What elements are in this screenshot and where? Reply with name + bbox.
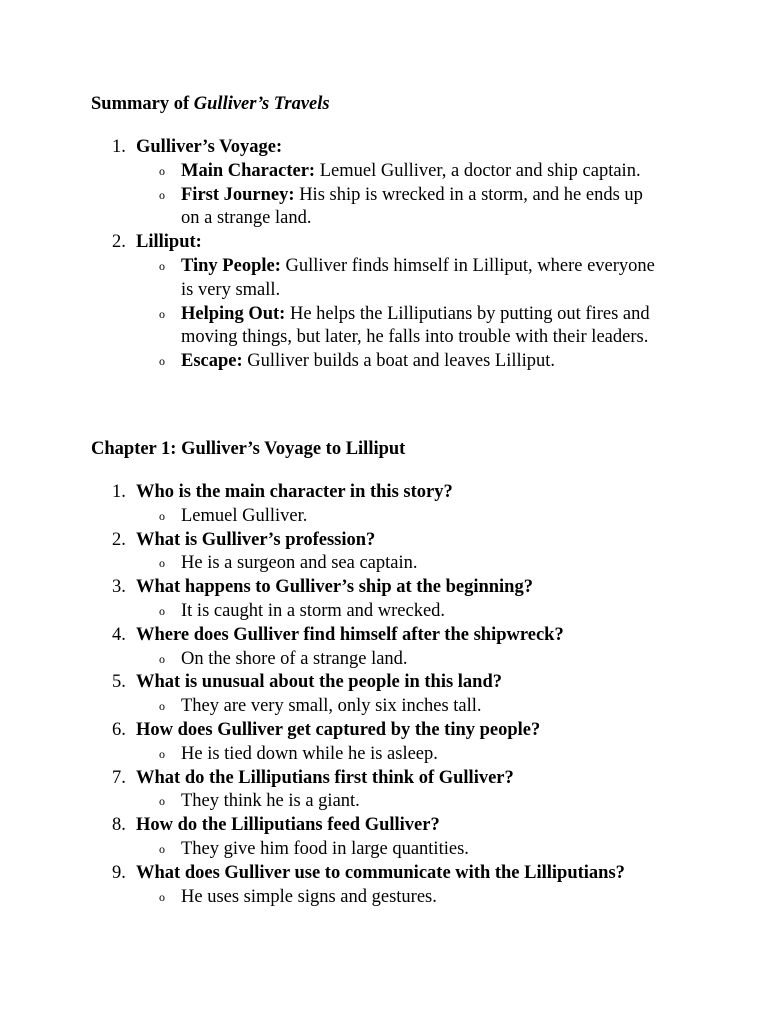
question-number: 4. [112,624,126,645]
bullet-icon: o [159,794,165,809]
bullet-icon: o [159,651,165,666]
bullet-icon: o [159,258,165,273]
question-item [0,576,768,624]
question-item [0,529,768,577]
summary-sublist [0,255,768,374]
summary-item [0,231,768,374]
point-text: He helps the Lilliputians by putting out fires and moving things, but later, he falls into trouble with their leaders. [181,303,650,348]
summary-heading-title: Gulliver’s Travels [193,94,330,114]
summary-item-title: Gulliver’s Voyage: [136,137,283,157]
chapter-heading: Chapter 1: Gulliver’s Voyage to Lilliput [91,439,406,459]
answer-item [0,743,768,767]
summary-point [0,255,768,303]
question-item [0,719,768,767]
bullet-icon: o [159,508,165,523]
bullet-icon: o [159,163,165,178]
point-label: First Journey: [181,184,295,205]
answer-text: He is a surgeon and sea captain. [181,553,418,574]
answer-item [0,648,768,672]
question-number: 6. [112,719,126,740]
question-text: Where does Gulliver find himself after the shipwreck? [136,624,564,645]
question-text: How do the Lilliputians feed Gulliver? [136,815,440,836]
bullet-icon: o [159,889,165,904]
answer-item [0,695,768,719]
answer-text: On the shore of a strange land. [181,648,408,669]
bullet-icon: o [159,556,165,571]
question-number: 3. [112,577,126,598]
question-text: How does Gulliver get captured by the tiny people? [136,719,541,740]
summary-list [0,136,768,374]
answer-text: They think he is a giant. [181,791,360,812]
answer-item [0,790,768,814]
answer-text: They give him food in large quantities. [181,838,469,859]
chapter-question-list [0,481,768,909]
question-text: What is unusual about the people in this land? [136,672,503,693]
bullet-icon: o [159,699,165,714]
answer-text: They are very small, only six inches tall. [181,696,482,717]
summary-heading-prefix: Summary of [91,94,194,114]
question-item [0,671,768,719]
answer-text: Lemuel Gulliver. [181,505,308,526]
point-text: Gulliver finds himself in Lilliput, where everyone is very small. [181,255,655,300]
bullet-icon: o [159,603,165,618]
bullet-icon: o [159,306,165,321]
answer-text: He uses simple signs and gestures. [181,886,437,907]
question-item [0,481,768,529]
answer-item [0,552,768,576]
answer-item [0,600,768,624]
bullet-icon: o [159,841,165,856]
summary-item-number: 1. [112,137,126,157]
summary-point [0,350,768,374]
summary-item-number: 2. [112,232,126,253]
point-text: Gulliver builds a boat and leaves Lilliput. [242,351,556,372]
bullet-icon: o [159,354,165,369]
question-number: 7. [112,767,126,788]
point-label: Tiny People: [181,255,281,276]
question-item [0,624,768,672]
question-text: Who is the main character in this story? [136,482,453,502]
summary-point [0,303,768,351]
point-text: Lemuel Gulliver, a doctor and ship captain. [315,160,641,181]
question-item [0,814,768,862]
question-number: 2. [112,529,126,550]
question-text: What is Gulliver’s profession? [136,529,376,550]
question-item [0,767,768,815]
point-label: Escape: [181,351,243,372]
summary-point [0,160,768,184]
question-number: 8. [112,815,126,836]
answer-item [0,886,768,910]
bullet-icon: o [159,187,165,202]
summary-item-title: Lilliput: [136,232,202,253]
point-label: Helping Out: [181,303,286,324]
answer-text: He is tied down while he is asleep. [181,743,438,764]
question-item [0,862,768,910]
question-number: 1. [112,482,126,502]
answer-text: It is caught in a storm and wrecked. [181,600,446,621]
question-text: What does Gulliver use to communicate with the Lilliputians? [136,862,625,883]
question-text: What happens to Gulliver’s ship at the beginning? [136,577,533,598]
summary-item [0,136,768,231]
bullet-icon: o [159,746,165,761]
point-label: Main Character: [181,160,316,181]
question-text: What do the Lilliputians first think of Gulliver? [136,767,514,788]
question-number: 5. [112,672,126,693]
answer-item [0,505,768,529]
summary-heading [91,93,330,117]
point-text: His ship is wrecked in a storm, and he ends up on a strange land. [181,184,643,229]
question-number: 9. [112,862,126,883]
summary-point [0,184,768,232]
answer-item [0,838,768,862]
summary-sublist [0,160,768,231]
